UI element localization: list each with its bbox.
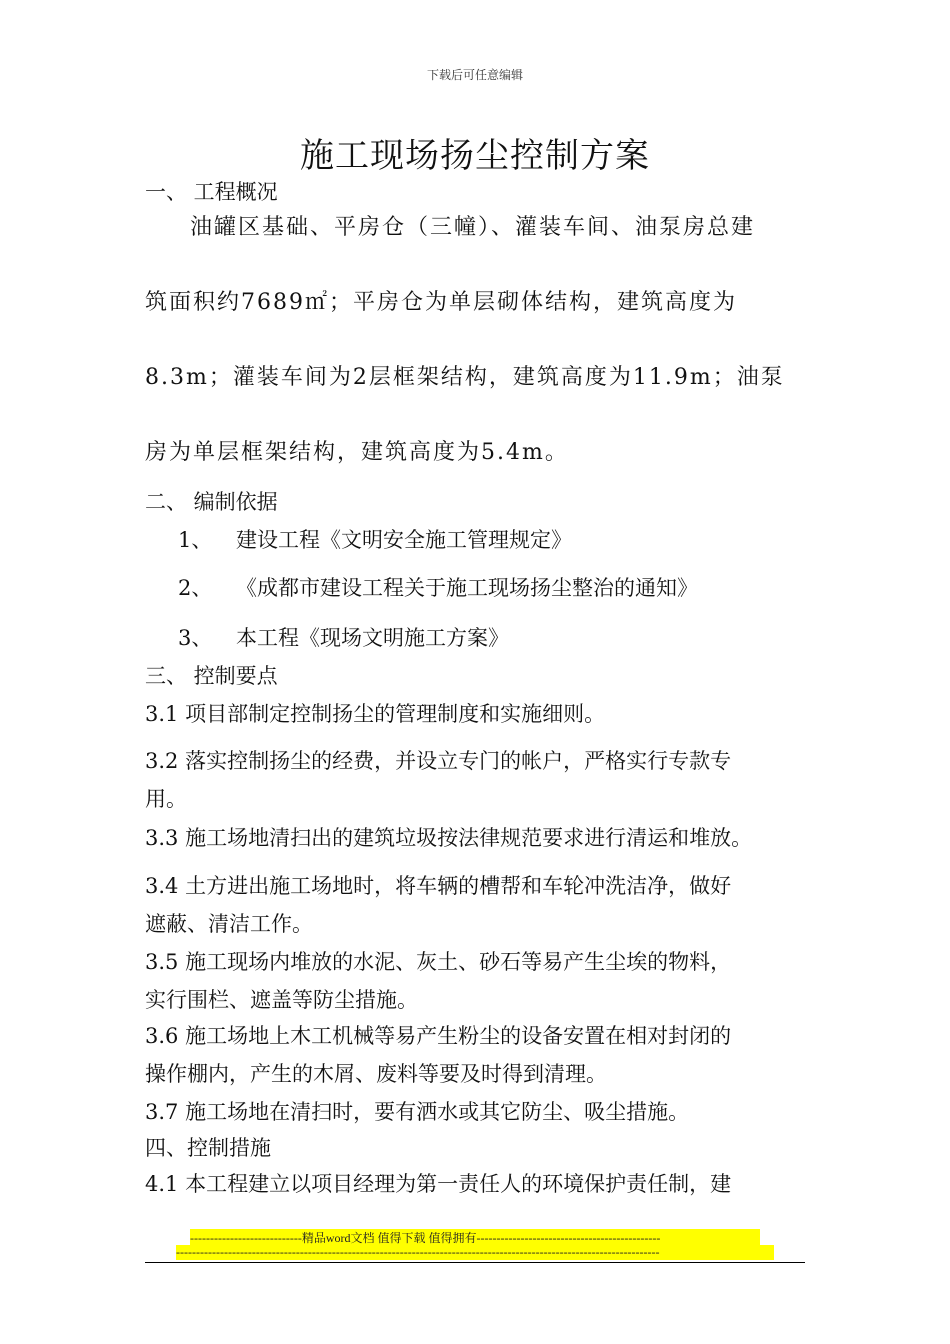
paragraph-line: 3.6 施工场地上木工机械等易产生粉尘的设备安置在相对封闭的 [145,1024,732,1048]
paragraph-line: 筑面积约7689㎡；平房仓为单层砌体结构，建筑高度为 [145,290,737,315]
paragraph-line: 用。 [145,787,187,811]
paragraph-line: 房为单层框架结构，建筑高度为5.4m。 [145,440,569,465]
list-item-number: 1、 [178,528,213,552]
list-item-number: 3、 [178,626,213,650]
paragraph-line: 实行围栏、遮盖等防尘措施。 [145,988,418,1012]
list-item-text: 本工程《现场文明施工方案》 [236,626,509,650]
paragraph-line: 操作棚内，产生的木屑、废料等要及时得到清理。 [145,1062,607,1086]
paragraph-line: 遮蔽、清洁工作。 [145,912,313,936]
list-item-text: 建设工程《文明安全施工管理规定》 [236,528,572,552]
footer-rule [145,1262,805,1263]
page-header: 下载后可任意编辑 [426,68,523,82]
list-item-text: 《成都市建设工程关于施工现场扬尘整治的通知》 [236,576,698,600]
list-item-number: 2、 [178,576,213,600]
paragraph-line: 油罐区基础、平房仓（三幢）、灌装车间、油泵房总建 [190,215,756,240]
paragraph-line: 3.5 施工现场内堆放的水泥、灰土、砂石等易产生尘埃的物料， [145,950,732,974]
section-heading-basis: 二、 编制依据 [145,490,278,514]
section-heading-key-points: 三、 控制要点 [145,664,278,688]
paragraph-line: 3.7 施工场地在清扫时，要有洒水或其它防尘、吸尘措施。 [145,1100,690,1124]
footer-banner: ----------------------------精品word文档 值得下载 值得拥有---------------------------------------------- [190,1229,760,1246]
section-heading-measures: 四、控制措施 [145,1136,271,1160]
paragraph-line: 3.1 项目部制定控制扬尘的管理制度和实施细则。 [145,702,606,726]
paragraph-line: 4.1 本工程建立以项目经理为第一责任人的环境保护责任制，建 [145,1172,732,1196]
paragraph-line: 3.4 土方进出施工场地时，将车辆的槽帮和车轮冲洗洁净，做好 [145,874,732,898]
paragraph-line: 3.2 落实控制扬尘的经费，并设立专门的帐户，严格实行专款专 [145,749,732,773]
page-title: 施工现场扬尘控制方案 [300,136,650,176]
paragraph-line: 3.3 施工场地清扫出的建筑垃圾按法律规范要求进行清运和堆放。 [145,826,753,850]
footer-banner-dashes: ------------------------------------------------------------------------------------------------------------------------- [176,1245,774,1260]
paragraph-line: 8.3m；灌装车间为2层框架结构，建筑高度为11.9m；油泵 [145,365,785,390]
section-heading-overview: 一、 工程概况 [145,180,278,204]
